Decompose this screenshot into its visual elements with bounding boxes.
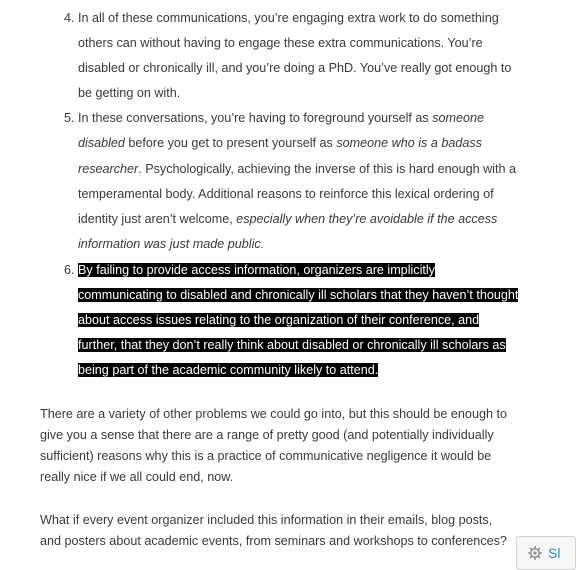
body-paragraph: What if every event organizer included this information in their emails, blog posts, and posters about academic events, from seminars and workshops to conferences? <box>40 513 507 548</box>
selected-text[interactable]: By failing to provide access information, organizers are implicitly communicating to disabled and chronically ill scholars that they haven’t thought about access issues relating to the organization of their conference, and further, that they don’t really think about disabled or chronically ill scholars as being part of the academic community likely to attend. <box>78 262 519 378</box>
list-item <box>0 106 559 257</box>
emphasis-text: someone who is a badass researcher <box>78 136 482 176</box>
list-item <box>0 6 559 106</box>
share-label: Sl <box>548 545 561 561</box>
emphasis-text: especially when they’re avoidable if the access information was just made public. <box>78 211 498 251</box>
list-item-text: In these conversations, you’re having to foreground yourself as <box>78 111 433 126</box>
body-paragraph: There are a variety of other problems we could go into, but this should be enough to give you a sense that there are a range of pretty good (and potentially individually sufficient) reasons why this is a practice of communicative negligence it would be really nice if we all could end, now. <box>40 407 507 484</box>
list-item-text: . Psychologically, achieving the inverse of this is hard enough with a temperamental body. Additional reasons to reinforce this lexical ordering of identity just aren’t welcome, <box>78 161 516 226</box>
list-number: 5. <box>64 111 75 126</box>
list-item-selected[interactable] <box>0 258 559 383</box>
list-number: 4. <box>64 11 75 25</box>
list-item-text: In all of these communications, you’re engaging extra work to do something others can without having to engage these extra communications. You’re disabled or chronically ill, and you’re doing a PhD. You’ve really got enough to be getting on with. <box>78 11 512 101</box>
list-item-text: before you get to present yourself as <box>124 136 337 151</box>
list-number: 6. <box>64 262 75 277</box>
emphasis-text: someone disabled <box>78 111 485 151</box>
settings-icon <box>528 546 542 560</box>
share-button[interactable] <box>516 536 576 570</box>
